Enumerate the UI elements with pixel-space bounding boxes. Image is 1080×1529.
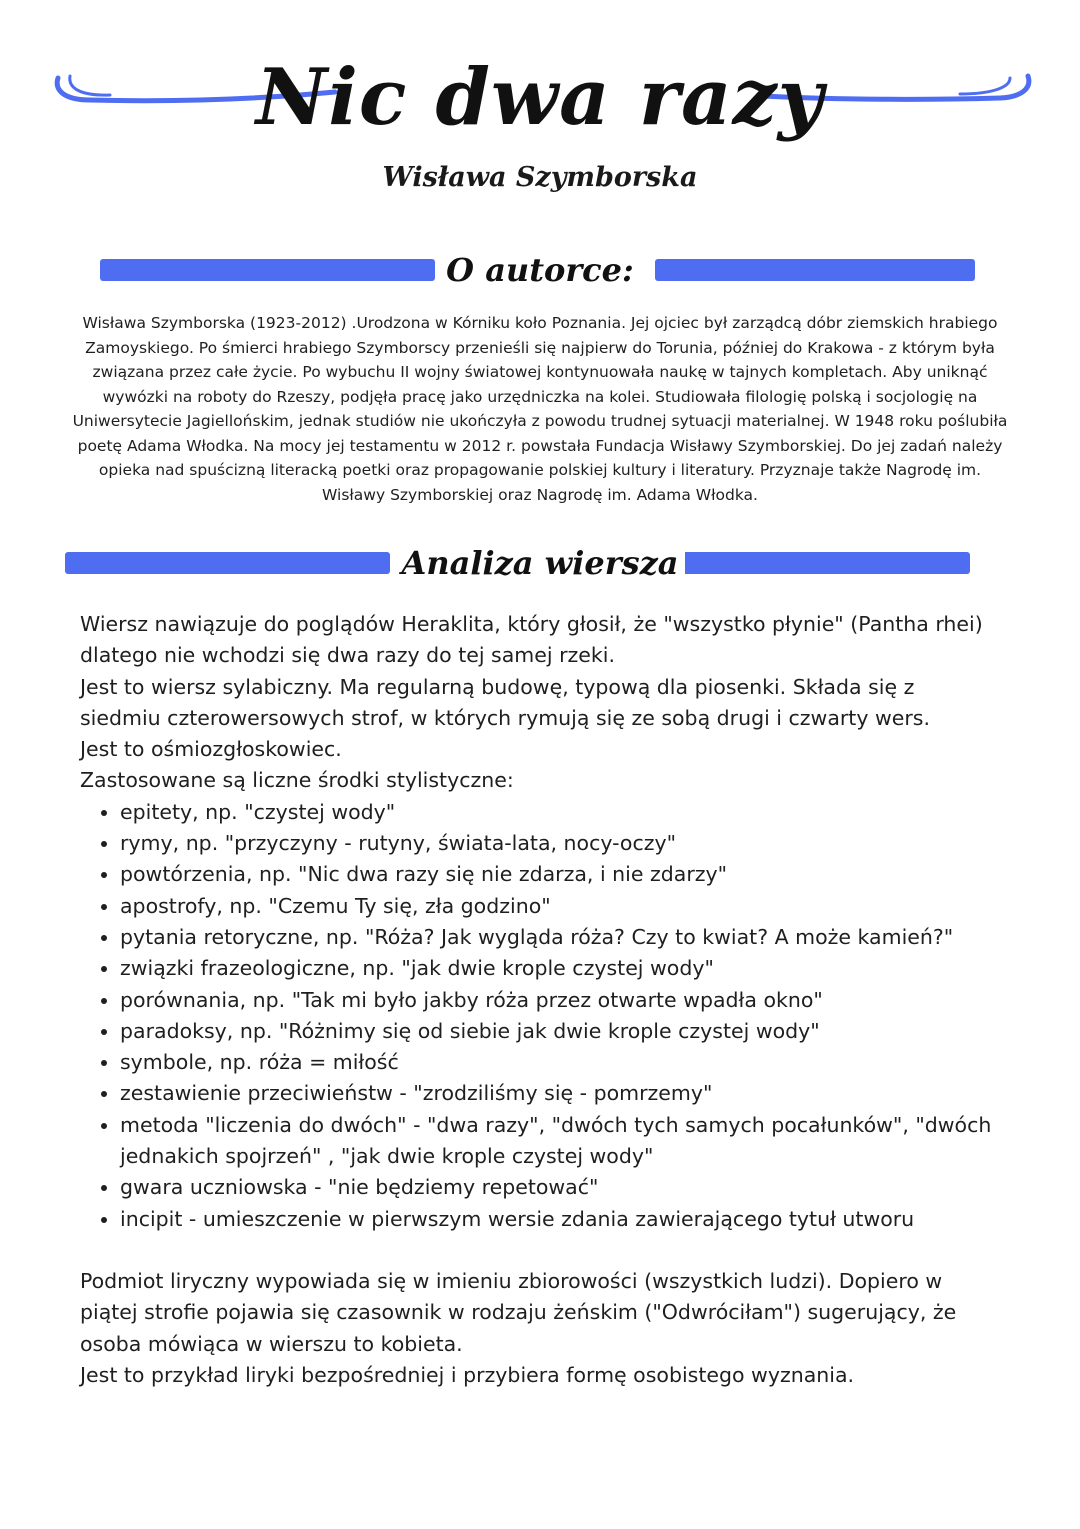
analysis-paragraph: Jest to przykład liryki bezpośredniej i przybiera formę osobistego wyznania. [80,1362,855,1387]
analysis-paragraph: Wiersz nawiązuje do poglądów Heraklita, który głosił, że "wszystko płynie" (Pantha rhei) dlatego nie wchodzi się dwa razy do tej samej rzeki. [80,612,983,668]
list-item: • metoda "liczenia do dwóch" - "dwa razy", "dwóch tych samych pocałunków", "dwóch jednakich spojrzeń" , "jak dwie krople czystej wody" [120,1110,1000,1173]
list-item: • epitety, np. "czystej wody" [120,797,1000,828]
analysis-heading: Analiza wiersza [395,544,684,582]
list-item: • rymy, np. "przyczyny - rutyny, świata-lata, nocy-oczy" [120,828,1000,859]
analysis-paragraph: Zastosowane są liczne środki stylistyczne: [80,768,514,793]
analysis-paragraph: Podmiot liryczny wypowiada się w imieniu zbiorowości (wszystkich ludzi). Dopiero w piątej strofie pojawia się czasownik w rodzaju żeńskim ("Odwróciłam") sugerujący, że osoba mówiąca w wierszu to kobieta. [80,1268,957,1356]
list-item: • porównania, np. "Tak mi było jakby róża przez otwarte wpadła okno" [120,985,1000,1016]
about-section-header [0,245,1080,295]
analysis-paragraph: Jest to wiersz sylabiczny. Ma regularną budowę, typową dla piosenki. Składa się z siedmiu czterowersowych strof, w których rymują się ze sobą drugi i czwarty wers. [80,674,930,730]
analysis-paragraph: Jest to ośmiozgłoskowiec. [80,737,342,762]
list-item: • incipit - umieszczenie w pierwszym wersie zdania zawierającego tytuł utworu [120,1204,1000,1235]
analysis-section-header [0,538,1080,588]
spacer [80,1235,1000,1266]
list-item: • powtórzenia, np. "Nic dwa razy się nie zdarza, i nie zdarzy" [120,859,1000,890]
list-item: • symbole, np. róża = miłość [120,1047,1000,1078]
list-item: • apostrofy, np. "Czemu Ty się, zła godzino" [120,891,1000,922]
list-item: • gwara uczniowska - "nie będziemy repetować" [120,1172,1000,1203]
list-item: • pytania retoryczne, np. "Róża? Jak wygląda róża? Czy to kwiat? A może kamień?" [120,922,1000,953]
page-title: Nic dwa razy [255,52,825,143]
about-heading: O autorce: [440,251,640,289]
list-item: • związki frazeologiczne, np. "jak dwie krople czystej wody" [120,953,1000,984]
stylistic-devices-list [80,797,1000,1235]
analysis-body [80,609,1000,1391]
author-biography: Wisława Szymborska (1923-2012) .Urodzona w Kórniku koło Poznania. Jej ojciec był zarządcą dóbr ziemskich hrabiego Zamoyskiego. Po śmierci hrabiego Szymborscy przenieśli się najpierw do Torunia, później do Krakowa - z którym była związana przez całe życie. Po wybuchu II wojny światowej kontynuowała naukę w tajnych kompletach. Aby uniknąć wywózki na roboty do Rzeszy, podjęła pracę jako urzędniczka na kolei. Studiowała filologię polską i socjologię na Uniwersytecie Jagiellońskim, jednak studiów nie ukończyła z powodu trudnej sytuacji materialnej. W 1948 roku poślubiła poetę Adama Włodka. Na mocy jej testamentu w 2012 r. powstała Fundacja Wisławy Szymborskiej. Do jej zadań należy opieka nad spuścizną literacką poetki oraz propagowanie polskiej kultury i literatury. Przyznaje także Nagrodę im. Wisławy Szymborskiej oraz Nagrodę im. Adama Włodka. [72,314,1008,504]
author-name: Wisława Szymborska [382,162,698,193]
list-item: • paradoksy, np. "Różnimy się od siebie jak dwie krople czystej wody" [120,1016,1000,1047]
list-item: • zestawienie przeciwieństw - "zrodziliśmy się - pomrzemy" [120,1078,1000,1109]
